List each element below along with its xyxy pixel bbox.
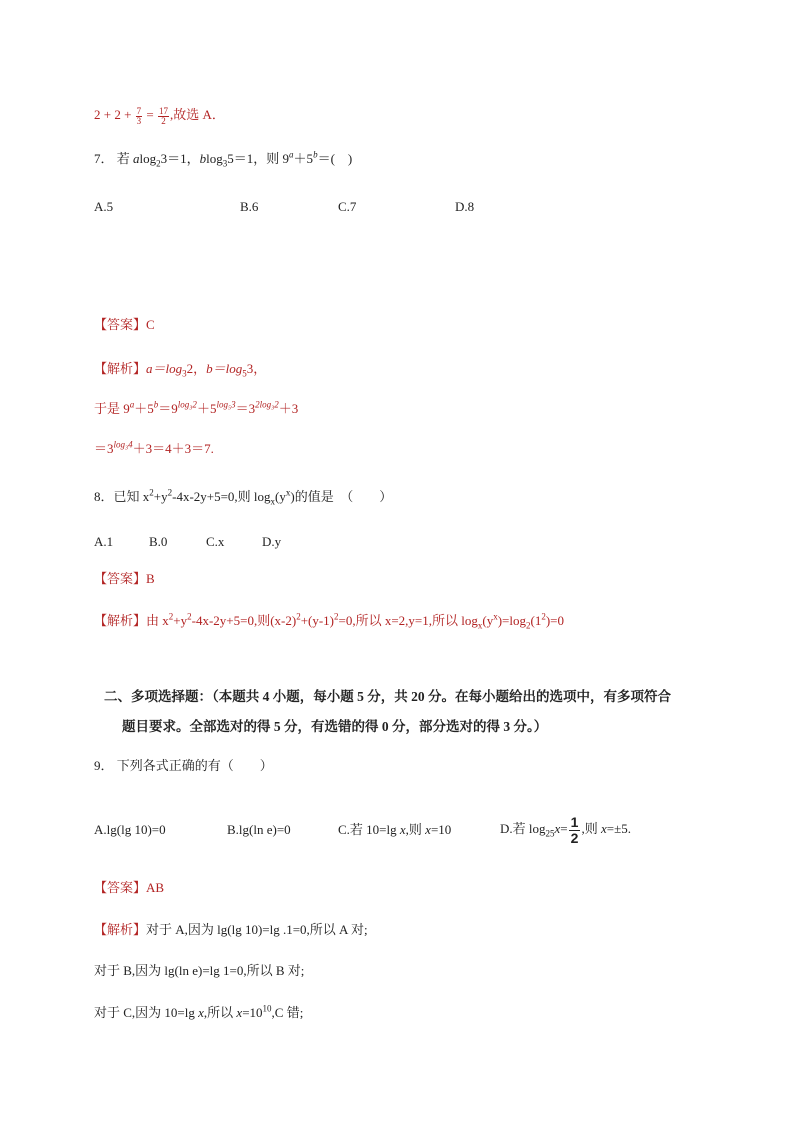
previous-answer-tail bbox=[94, 106, 225, 126]
q8-option-d: D.y bbox=[262, 534, 282, 549]
q7-analysis-line-3: $=3^{log_34}+3=4+3=7$. bbox=[94, 439, 214, 456]
q9-option-c: C.若 10=lg x,则 x=10 bbox=[338, 822, 452, 837]
fraction-one-half: $\frac{1}{2}$ bbox=[570, 813, 579, 846]
q8-answer: 【答案】B bbox=[94, 571, 155, 586]
q8-option-b: B.0 bbox=[149, 534, 168, 549]
q7-option-a: A.5 bbox=[94, 199, 114, 214]
q8-option-c: C.x bbox=[206, 534, 225, 549]
question-7-stem: 7． 若 alog$_2$3＝1，blog$_3$5＝1，则 $9^a+5^b=$( ) bbox=[94, 149, 353, 169]
q9-option-d: D.若 $\log_{25}x=$ $\frac{1}{2}$ ,则 x=±5. bbox=[500, 813, 631, 846]
q9-answer: 【答案】AB bbox=[94, 880, 165, 895]
q9-analysis-line-3: 对于 C,因为 10=lg x,所以 $x=10^{10},C$ 错; bbox=[94, 1003, 304, 1020]
section-2-heading-line-2: 题目要求。全部选对的得 5 分，有选错的得 0 分，部分选对的得 3 分。） bbox=[122, 719, 548, 734]
question-8-stem: 8．已知 $x^2+y^2-4x-2y+5=0$,则 $\log_x(y^x)$的值是 （ ） bbox=[94, 487, 393, 507]
q9-option-b: B.lg(ln e)=0 bbox=[227, 822, 291, 837]
conclusion-text: ,故选 A． bbox=[170, 107, 225, 122]
q7-analysis-line-2: 于是 $9^a+5^b=9^{log_32}+5^{log_53}=3^{2log_32}+3$ bbox=[94, 399, 299, 416]
q7-answer: 【答案】C bbox=[94, 317, 155, 332]
q7-option-d: D.8 bbox=[455, 199, 475, 214]
q9-analysis-line-2: 对于 B,因为 lg(ln e)=lg 1=0,所以 B 对; bbox=[94, 963, 305, 978]
q8-analysis: 【解析】由 $x^2+y^2-4x-2y+5=0$,则$(x-2)^2+(y-1)^2=0$,所以 x=2,y=1,所以 $\log_x(y^x)=\log_2(1^2)=0$ bbox=[94, 611, 565, 631]
q7-option-c: C.7 bbox=[338, 199, 357, 214]
section-2-heading-line-1: 二、多项选择题：（本题共 4 小题，每小题 5 分，共 20 分。在每小题给出的选项中，有多项符合 bbox=[104, 689, 671, 704]
q8-option-a: A.1 bbox=[94, 534, 114, 549]
equals: = bbox=[146, 107, 154, 122]
question-9-stem: 9． 下列各式正确的有（ ） bbox=[94, 758, 273, 773]
q9-option-a: A.lg(lg 10)=0 bbox=[94, 822, 166, 837]
fraction-17-2: $\frac{17}{2}$ bbox=[159, 105, 169, 126]
expr-part: 2 + 2 + bbox=[94, 107, 132, 122]
q9-analysis-line-1: 【解析】对于 A,因为 lg(lg 10)=lg .1=0,所以 A 对; bbox=[94, 922, 368, 937]
fraction-7-3: $\frac{7}{3}$ bbox=[136, 105, 142, 126]
q7-option-b: B.6 bbox=[240, 199, 259, 214]
q7-analysis-line-1: 【解析】$a=\log_32$，$b=\log_53$， bbox=[94, 361, 267, 379]
